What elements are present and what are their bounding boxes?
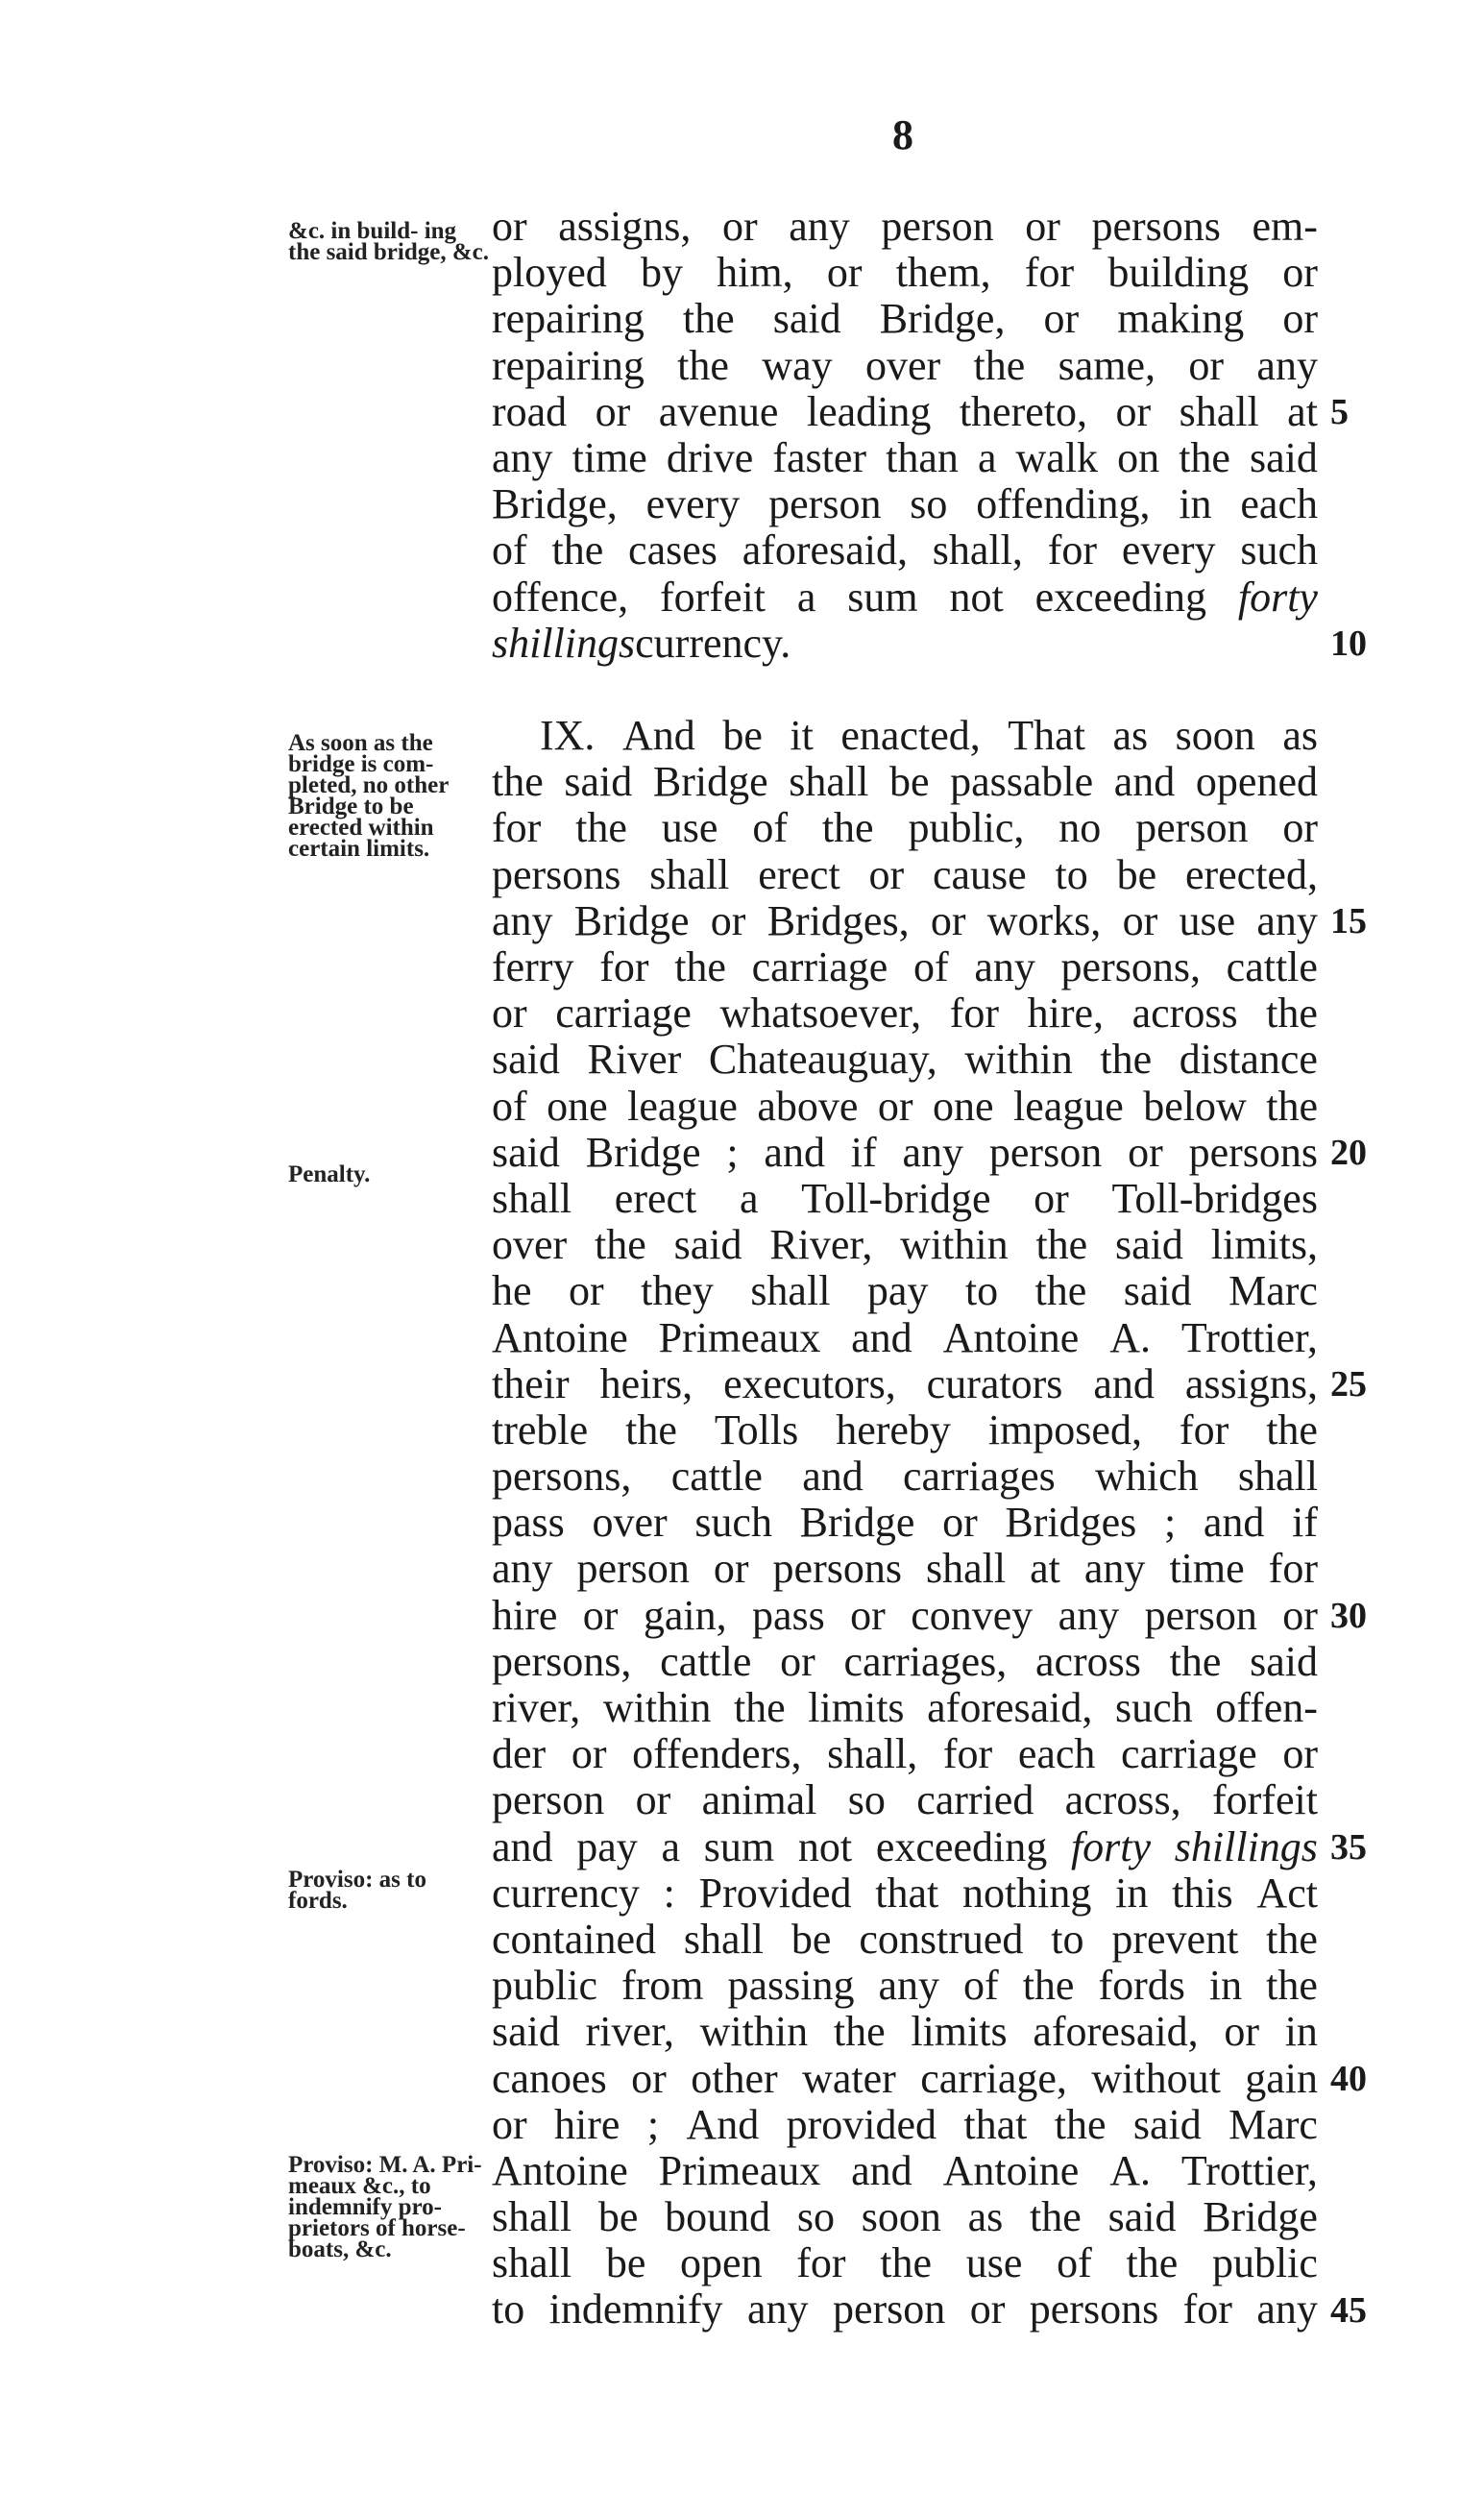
line-number: 5 — [1330, 391, 1349, 432]
text-line: over the said River, within the said limits, — [492, 1221, 1318, 1269]
text-line: currency : Provided that nothing in this Act — [492, 1869, 1318, 1917]
text-line: person or animal so carried across, forfeit — [492, 1776, 1318, 1824]
text-line: or assigns, or any person or persons em- — [492, 203, 1318, 250]
margin-note: Penalty. — [288, 1161, 371, 1187]
text-line: canoes or other water carriage, without gain — [492, 2054, 1318, 2102]
page-number: 8 — [892, 111, 913, 159]
text-line: said Bridge ; and if any person or persons — [492, 1128, 1318, 1176]
margin-note: Proviso: as to fords. — [288, 1867, 426, 1914]
text-line: he or they shall pay to the said Marc — [492, 1267, 1318, 1315]
text-line: shall be open for the use of the public — [492, 2239, 1318, 2287]
line-number: 40 — [1330, 2059, 1367, 2099]
text-line: persons shall erect or cause to be erected, — [492, 850, 1318, 898]
text-line: offence, forfeit a sum not exceeding forty — [492, 573, 1318, 621]
text-line: any time drive faster than a walk on the said — [492, 433, 1318, 481]
paragraph-gap — [492, 667, 1318, 713]
text-line: ployed by him, or them, for building or — [492, 249, 1318, 297]
text-line: or hire ; And provided that the said Marc — [492, 2100, 1318, 2148]
text-line: their heirs, executors, curators and assigns, — [492, 1359, 1318, 1407]
margin-note: As soon as the bridge is com- pleted, no other Bridge to be erected within certain limits. — [288, 730, 449, 862]
text-line: contained shall be construed to prevent the — [492, 1915, 1318, 1963]
text-line: of the cases aforesaid, shall, for every such — [492, 526, 1318, 574]
margin-note: Proviso: M. A. Pri- meaux &c., to indemnify pro- prietors of horse-boats, &c. — [288, 2152, 482, 2262]
text-line: shall be bound so soon as the said Bridge — [492, 2193, 1318, 2241]
text-line: the said Bridge shall be passable and opened — [492, 758, 1318, 806]
body-text — [492, 204, 1318, 2334]
text-line: and pay a sum not exceeding forty shillings — [492, 1822, 1318, 1870]
line-number: 25 — [1330, 1364, 1367, 1405]
margin-note: &c. in build- ing the said bridge, &c. — [288, 218, 490, 265]
text-line: repairing the said Bridge, or making or — [492, 295, 1318, 343]
text-line: of one league above or one league below the — [492, 1082, 1318, 1130]
text-line: treble the Tolls hereby imposed, for the — [492, 1405, 1318, 1454]
line-number: 35 — [1330, 1827, 1367, 1868]
text-line: persons, cattle and carriages which shall — [492, 1453, 1318, 1501]
text-line: hire or gain, pass or convey any person or — [492, 1591, 1318, 1639]
line-number: 45 — [1330, 2290, 1367, 2331]
text-line: shall erect a Toll-bridge or Toll-bridges — [492, 1174, 1318, 1222]
text-line: Antoine Primeaux and Antoine A. Trottier, — [492, 1313, 1318, 1361]
text-line: ferry for the carriage of any persons, cattle — [492, 943, 1318, 990]
text-line: to indemnify any person or persons for any — [492, 2285, 1318, 2334]
text-line: road or avenue leading thereto, or shall at — [492, 387, 1318, 435]
text-line: for the use of the public, no person or — [492, 804, 1318, 852]
text-line: IX. And be it enacted, That as soon as — [540, 712, 1318, 760]
text-line: public from passing any of the fords in the — [492, 1962, 1318, 2010]
text-line: or carriage whatsoever, for hire, across the — [492, 990, 1318, 1038]
text-line: any Bridge or Bridges, or works, or use any — [492, 896, 1318, 944]
text-line: der or offenders, shall, for each carriage or — [492, 1730, 1318, 1778]
line-number: 10 — [1330, 623, 1367, 664]
text-line: any person or persons shall at any time for — [492, 1545, 1318, 1593]
line-number: 20 — [1330, 1133, 1367, 1173]
line-number: 30 — [1330, 1596, 1367, 1636]
text-line: river, within the limits aforesaid, such offen- — [492, 1684, 1318, 1731]
text-line: said river, within the limits aforesaid, or in — [492, 2008, 1318, 2056]
text-line: repairing the way over the same, or any — [492, 341, 1318, 389]
text-line: Bridge, every person so offending, in each — [492, 480, 1318, 528]
text-line: said River Chateauguay, within the distance — [492, 1036, 1318, 1084]
text-line: Antoine Primeaux and Antoine A. Trottier, — [492, 2146, 1318, 2194]
line-number: 15 — [1330, 901, 1367, 941]
text-line: shillings currency. — [492, 619, 791, 667]
text-line: pass over such Bridge or Bridges ; and if — [492, 1499, 1318, 1547]
text-line: persons, cattle or carriages, across the said — [492, 1637, 1318, 1685]
